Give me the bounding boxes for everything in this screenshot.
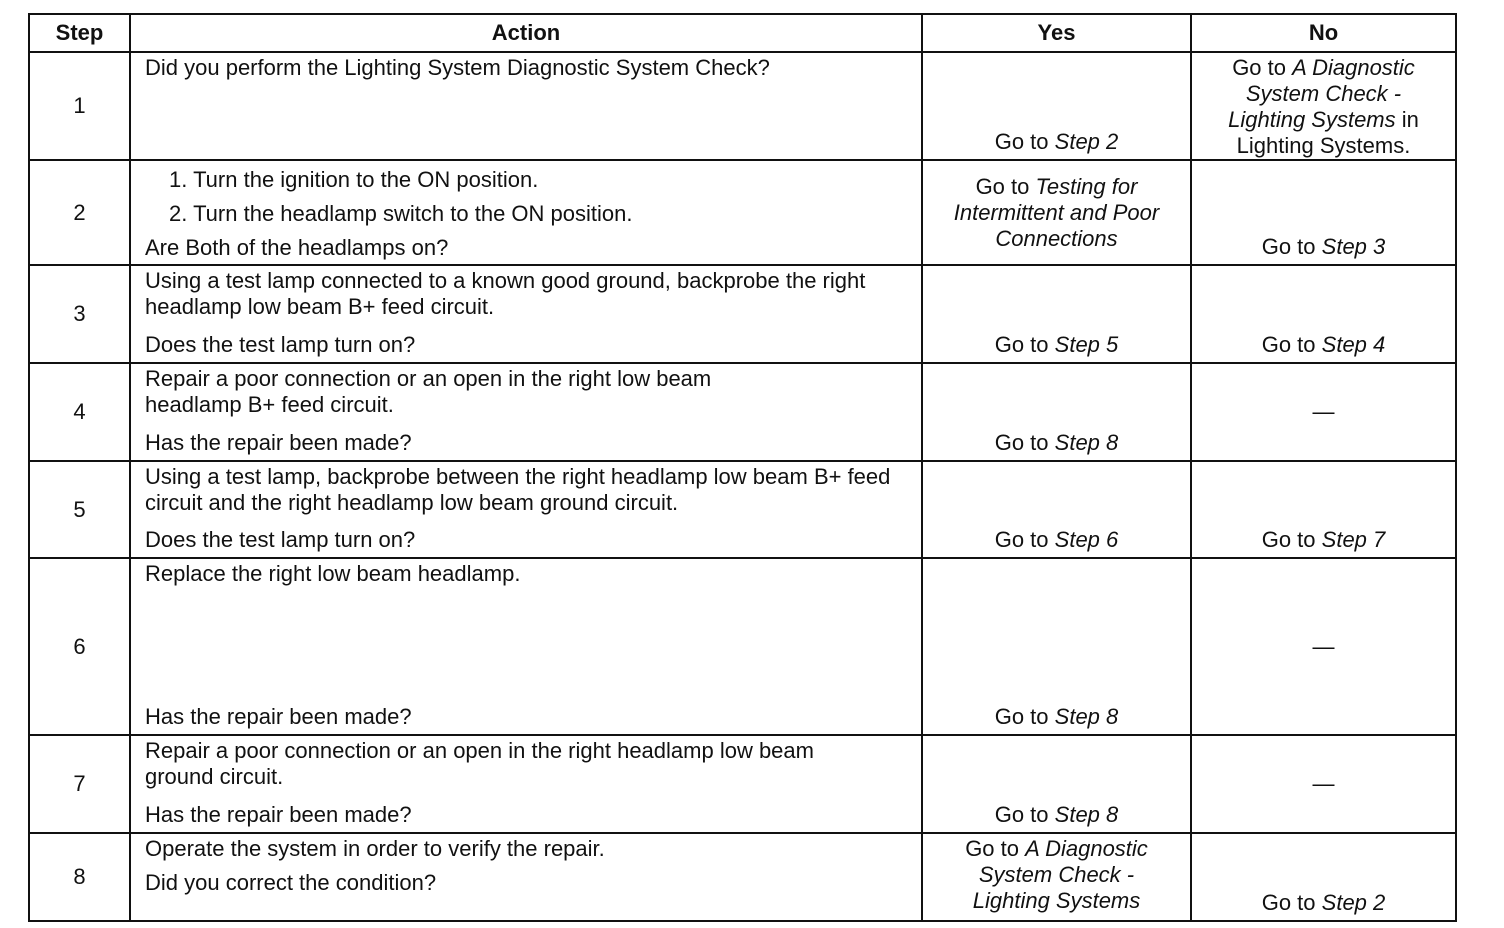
no-prefix: Go to: [1232, 55, 1286, 80]
yes-link[interactable]: Step 8: [1054, 430, 1119, 455]
no-prefix: Go to: [1261, 527, 1316, 552]
step-number: 2: [29, 160, 130, 265]
yes-link[interactable]: A Diagnostic System Check - Lighting Systems: [972, 836, 1148, 913]
header-yes: Yes: [922, 14, 1191, 52]
no-suffix: in Lighting Systems.: [1236, 107, 1419, 158]
yes-cell: [922, 558, 1191, 735]
no-result[interactable]: [1198, 332, 1449, 358]
yes-result[interactable]: [929, 129, 1184, 155]
no-prefix: Go to: [1261, 890, 1316, 915]
no-dash: —: [1312, 633, 1335, 659]
table-row: [29, 461, 1456, 558]
yes-result[interactable]: [929, 430, 1184, 456]
yes-link[interactable]: Step 6: [1054, 527, 1119, 552]
header-row: [29, 14, 1456, 52]
action-question: Has the repair been made?: [145, 704, 412, 729]
header-step: Step: [29, 14, 130, 52]
yes-cell: [922, 735, 1191, 833]
table-row: [29, 735, 1456, 833]
yes-prefix: Go to: [994, 430, 1049, 455]
yes-cell: [922, 461, 1191, 558]
step-number: 1: [29, 52, 130, 160]
table-row: [29, 265, 1456, 363]
yes-link[interactable]: Step 8: [1054, 704, 1119, 729]
action-text: Using a test lamp connected to a known good ground, backprobe the right headlamp low beam B+ feed circuit.: [145, 268, 866, 319]
action-question: Are Both of the headlamps on?: [145, 235, 449, 260]
no-result[interactable]: [1198, 527, 1449, 553]
yes-prefix: Go to: [994, 129, 1049, 154]
yes-cell: [922, 160, 1191, 265]
diagnostic-table: [28, 13, 1457, 922]
table-row: [29, 363, 1456, 461]
list-item: 1. Turn the ignition to the ON position.: [169, 167, 539, 192]
no-prefix: Go to: [1261, 234, 1316, 259]
action-text: Did you perform the Lighting System Diagnostic System Check?: [145, 55, 770, 80]
yes-link[interactable]: Step 2: [1054, 129, 1119, 154]
action-cell: [130, 160, 922, 265]
yes-result[interactable]: [953, 836, 1160, 914]
yes-prefix: Go to: [965, 836, 1019, 861]
action-cell: [130, 52, 922, 160]
no-cell: [1191, 558, 1456, 735]
yes-result[interactable]: [929, 704, 1184, 730]
yes-cell: [922, 265, 1191, 363]
step-number: 7: [29, 735, 130, 833]
action-cell: [130, 461, 922, 558]
yes-result[interactable]: [929, 332, 1184, 358]
action-cell: [130, 735, 922, 833]
step-number: 5: [29, 461, 130, 558]
action-question: Has the repair been made?: [145, 802, 412, 827]
yes-prefix: Go to: [994, 332, 1049, 357]
action-text: Replace the right low beam headlamp.: [145, 561, 521, 586]
no-cell: [1191, 461, 1456, 558]
action-cell: [130, 363, 922, 461]
header-action: Action: [130, 14, 922, 52]
no-cell: [1191, 160, 1456, 265]
step-number: 8: [29, 833, 130, 921]
action-cell: [130, 833, 922, 921]
yes-cell: [922, 833, 1191, 921]
no-cell: [1191, 833, 1456, 921]
action-cell: [130, 558, 922, 735]
yes-cell: [922, 52, 1191, 160]
no-cell: [1191, 265, 1456, 363]
no-dash: —: [1312, 771, 1335, 796]
yes-cell: [922, 363, 1191, 461]
yes-link[interactable]: Step 5: [1054, 332, 1119, 357]
no-link[interactable]: A Diagnostic System Check - Lighting Systems: [1228, 55, 1415, 132]
no-cell: [1191, 735, 1456, 833]
yes-prefix: Go to: [994, 802, 1049, 827]
table-row: [29, 558, 1456, 735]
no-result[interactable]: [1198, 890, 1449, 916]
yes-link[interactable]: Testing for Intermittent and Poor Connections: [953, 173, 1160, 251]
yes-prefix: Go to: [975, 173, 1030, 199]
step-number: 3: [29, 265, 130, 363]
no-result[interactable]: [1212, 55, 1435, 159]
step-number: 6: [29, 558, 130, 735]
no-link[interactable]: Step 7: [1321, 527, 1386, 552]
table-row: [29, 160, 1456, 265]
yes-result[interactable]: [953, 174, 1160, 252]
yes-prefix: Go to: [994, 704, 1049, 729]
action-text: Operate the system in order to verify the repair.: [145, 836, 605, 861]
header-no: No: [1191, 14, 1456, 52]
list-item: 2. Turn the headlamp switch to the ON position.: [169, 201, 633, 226]
no-dash: —: [1312, 399, 1335, 424]
action-question: Does the test lamp turn on?: [145, 527, 416, 552]
yes-prefix: Go to: [994, 527, 1049, 552]
no-link[interactable]: Step 4: [1321, 332, 1386, 357]
yes-result[interactable]: [929, 527, 1184, 553]
no-link[interactable]: Step 3: [1321, 234, 1386, 259]
no-cell: [1191, 52, 1456, 160]
table-row: [29, 52, 1456, 160]
no-prefix: Go to: [1261, 332, 1316, 357]
yes-result[interactable]: [929, 802, 1184, 828]
table-row: [29, 833, 1456, 921]
no-result[interactable]: [1198, 234, 1449, 260]
action-text: Using a test lamp, backprobe between the right headlamp low beam B+ feed circuit and the right headlamp low beam ground circuit.: [145, 464, 891, 515]
step-number: 4: [29, 363, 130, 461]
action-question: Does the test lamp turn on?: [145, 332, 416, 357]
action-text: Repair a poor connection or an open in the right headlamp low beam ground circuit.: [145, 738, 814, 789]
action-question: Did you correct the condition?: [145, 870, 437, 895]
action-text: Repair a poor connection or an open in the right low beam headlamp B+ feed circuit.: [145, 366, 712, 417]
yes-link[interactable]: Step 8: [1054, 802, 1119, 827]
no-cell: [1191, 363, 1456, 461]
action-cell: [130, 265, 922, 363]
action-question: Has the repair been made?: [145, 430, 412, 455]
no-link[interactable]: Step 2: [1321, 890, 1386, 915]
